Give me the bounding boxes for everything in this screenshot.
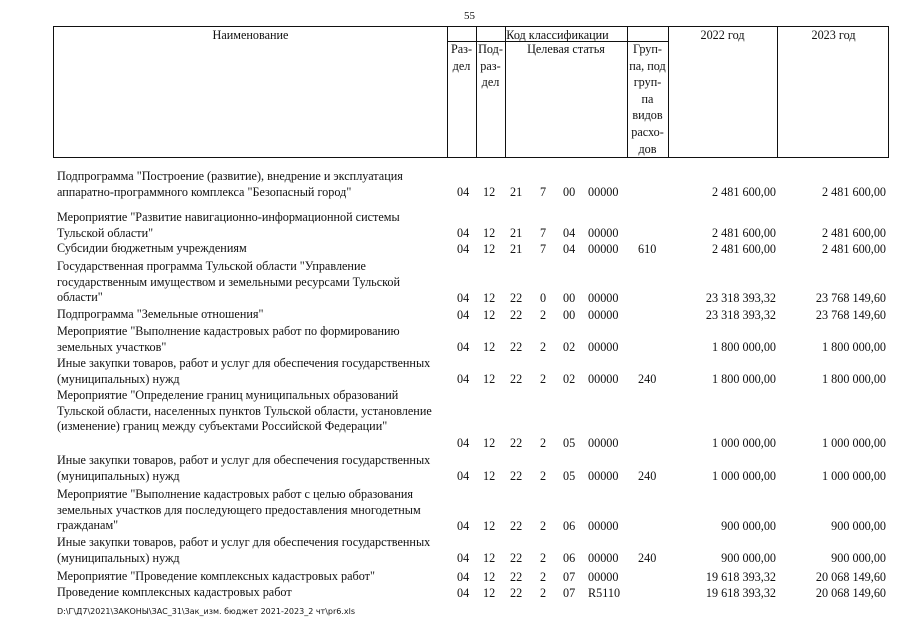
row-c: 00	[563, 308, 576, 322]
row-y2023: 1 000 000,00	[822, 469, 886, 483]
row-a: 22	[510, 340, 523, 354]
row-b: 2	[540, 570, 547, 584]
row-name: Мероприятие "Определение границ муниципальных образований Тульской области, населенных пунктов Тульской области, установление (изменение) границ между субъектами Российской Федерации"	[57, 388, 432, 433]
row-a: 22	[510, 570, 523, 584]
row-name: Субсидии бюджетным учреждениям	[57, 241, 247, 255]
header-group-line: видов	[632, 108, 663, 123]
header-target-line: Целевая статья	[527, 42, 605, 56]
header-subsection-line: раз-	[480, 58, 501, 73]
row-rz: 04	[457, 226, 470, 240]
row-b: 2	[540, 469, 547, 483]
row-d: 00000	[588, 372, 619, 386]
row-pr: 12	[483, 586, 496, 600]
row-y2022: 23 318 393,32	[705, 308, 776, 322]
row-name: Иные закупки товаров, работ и услуг для обеспечения государственных (муниципальных) нужд	[57, 356, 431, 386]
row-y2023: 2 481 600,00	[822, 242, 886, 256]
header-section-line: дел	[452, 58, 471, 73]
header-2023: 2023 год	[811, 28, 856, 42]
row-y2022: 900 000,00	[721, 551, 776, 565]
row-d: 00000	[588, 308, 619, 322]
row-y2022: 1 800 000,00	[712, 340, 776, 354]
row-c: 00	[563, 185, 576, 199]
row-y2022: 900 000,00	[721, 519, 776, 533]
file-path: D:\Г\Д7\2021\ЗАКОНЫ\ЗАС_31\Зак_изм. бюджет 2021-2023_2 чт\pr6.xls	[57, 607, 356, 616]
row-rz: 04	[457, 185, 470, 199]
table-row	[0, 453, 905, 484]
row-pr: 12	[483, 242, 496, 256]
row-rz: 04	[457, 570, 470, 584]
row-y2022: 1 800 000,00	[712, 372, 776, 386]
row-name: Иные закупки товаров, работ и услуг для обеспечения государственных (муниципальных) нужд	[57, 535, 431, 565]
header-subsection	[476, 41, 505, 91]
row-rz: 04	[457, 291, 470, 305]
table-row	[0, 169, 905, 200]
header-2022: 2022 год	[700, 28, 745, 42]
row-c: 07	[563, 586, 576, 600]
header-section-line: Раз-	[450, 42, 473, 56]
row-y2023: 20 068 149,60	[815, 570, 886, 584]
row-name: Мероприятие "Выполнение кадастровых работ по формированию земельных участков"	[57, 324, 400, 354]
row-b: 2	[540, 436, 547, 450]
row-y2023: 900 000,00	[831, 551, 886, 565]
row-name: Подпрограмма "Земельные отношения"	[57, 307, 264, 321]
row-d: 00000	[588, 226, 619, 240]
row-c: 06	[563, 551, 576, 565]
row-c: 05	[563, 469, 576, 483]
row-d: 00000	[588, 469, 619, 483]
row-pr: 12	[483, 551, 496, 565]
row-y2023: 900 000,00	[831, 519, 886, 533]
header-group-line: дов	[638, 141, 657, 156]
header-code: Код классификации	[506, 28, 609, 42]
row-rz: 04	[457, 372, 470, 386]
row-y2023: 1 800 000,00	[822, 340, 886, 354]
row-c: 02	[563, 372, 576, 386]
row-c: 07	[563, 570, 576, 584]
row-b: 7	[540, 226, 547, 240]
table-row	[0, 241, 905, 257]
row-a: 21	[510, 226, 523, 240]
row-y2022: 1 000 000,00	[712, 469, 776, 483]
row-rz: 04	[457, 469, 470, 483]
row-name: Государственная программа Тульской области "Управление государственным имуществом и земельными ресурсами Тульской области"	[57, 259, 401, 304]
header-group-line: расхо-	[631, 124, 664, 139]
row-y2023: 1 000 000,00	[822, 436, 886, 450]
row-b: 7	[540, 185, 547, 199]
row-y2022: 19 618 393,32	[705, 570, 776, 584]
row-b: 0	[540, 291, 547, 305]
row-y2023: 20 068 149,60	[815, 586, 886, 600]
row-b: 2	[540, 308, 547, 322]
row-y2023: 2 481 600,00	[822, 185, 886, 199]
row-d: R5110	[588, 586, 621, 600]
row-c: 00	[563, 291, 576, 305]
table-row	[0, 307, 905, 323]
row-a: 22	[510, 436, 523, 450]
row-c: 05	[563, 436, 576, 450]
row-y2023: 2 481 600,00	[822, 226, 886, 240]
row-name: Иные закупки товаров, работ и услуг для обеспечения государственных (муниципальных) нужд	[57, 453, 431, 483]
table-row	[0, 487, 905, 534]
row-a: 22	[510, 372, 523, 386]
table-row	[0, 585, 905, 601]
page-number: 55	[464, 10, 475, 22]
table-row	[0, 569, 905, 585]
row-a: 22	[510, 469, 523, 483]
row-a: 22	[510, 551, 523, 565]
row-rz: 04	[457, 586, 470, 600]
divider	[668, 27, 669, 157]
row-rz: 04	[457, 436, 470, 450]
row-c: 04	[563, 242, 576, 256]
row-name: Мероприятие "Проведение комплексных кадастровых работ"	[57, 569, 375, 583]
table-row	[0, 356, 905, 387]
row-name: Мероприятие "Развитие навигационно-информационной системы Тульской области"	[57, 210, 400, 240]
row-rz: 04	[457, 308, 470, 322]
row-name: Мероприятие "Выполнение кадастровых работ с целью образования земельных участков для последующего предоставления многодетным гражданам"	[57, 487, 421, 532]
table-row	[0, 210, 905, 241]
header-name: Наименование	[212, 28, 289, 42]
row-rz: 04	[457, 551, 470, 565]
row-a: 22	[510, 519, 523, 533]
row-d: 00000	[588, 519, 619, 533]
table-header	[53, 26, 889, 158]
row-pr: 12	[483, 308, 496, 322]
row-vr: 240	[638, 551, 657, 565]
row-b: 2	[540, 340, 547, 354]
header-target	[505, 41, 627, 58]
row-name: Проведение комплексных кадастровых работ	[57, 585, 292, 599]
row-pr: 12	[483, 340, 496, 354]
row-pr: 12	[483, 372, 496, 386]
header-group-line: па	[641, 91, 654, 106]
row-y2022: 2 481 600,00	[712, 242, 776, 256]
row-vr: 240	[638, 372, 657, 386]
row-a: 22	[510, 586, 523, 600]
row-y2023: 1 800 000,00	[822, 372, 886, 386]
header-subsection-line: дел	[481, 75, 500, 90]
row-pr: 12	[483, 469, 496, 483]
row-vr: 610	[638, 242, 657, 256]
row-d: 00000	[588, 242, 619, 256]
row-a: 21	[510, 242, 523, 256]
row-d: 00000	[588, 570, 619, 584]
header-group-line: груп-	[633, 75, 662, 90]
row-pr: 12	[483, 291, 496, 305]
table-row	[0, 259, 905, 306]
header-group	[627, 41, 668, 157]
row-name: Подпрограмма "Построение (развитие), внедрение и эксплуатация аппаратно-программного комплекса "Безопасный город"	[57, 169, 403, 199]
row-b: 2	[540, 372, 547, 386]
row-d: 00000	[588, 185, 619, 199]
row-y2022: 2 481 600,00	[712, 185, 776, 199]
header-group-line: па, под	[629, 58, 666, 73]
row-y2022: 19 618 393,32	[705, 586, 776, 600]
row-d: 00000	[588, 551, 619, 565]
row-y2023: 23 768 149,60	[815, 291, 886, 305]
row-pr: 12	[483, 519, 496, 533]
row-a: 22	[510, 291, 523, 305]
row-d: 00000	[588, 291, 619, 305]
header-section	[447, 41, 476, 74]
row-d: 00000	[588, 340, 619, 354]
row-b: 2	[540, 586, 547, 600]
row-y2022: 23 318 393,32	[705, 291, 776, 305]
row-a: 22	[510, 308, 523, 322]
row-c: 04	[563, 226, 576, 240]
row-c: 02	[563, 340, 576, 354]
row-pr: 12	[483, 570, 496, 584]
row-d: 00000	[588, 436, 619, 450]
row-a: 21	[510, 185, 523, 199]
table-row	[0, 388, 905, 451]
row-b: 2	[540, 551, 547, 565]
table-row	[0, 535, 905, 566]
header-subsection-line: Под-	[478, 42, 503, 56]
row-pr: 12	[483, 436, 496, 450]
table-row	[0, 324, 905, 355]
row-pr: 12	[483, 185, 496, 199]
row-pr: 12	[483, 226, 496, 240]
row-rz: 04	[457, 519, 470, 533]
row-rz: 04	[457, 242, 470, 256]
row-b: 2	[540, 519, 547, 533]
row-y2022: 1 000 000,00	[712, 436, 776, 450]
header-group-line: Груп-	[633, 42, 662, 56]
row-rz: 04	[457, 340, 470, 354]
divider	[777, 27, 778, 157]
row-y2022: 2 481 600,00	[712, 226, 776, 240]
row-vr: 240	[638, 469, 657, 483]
row-c: 06	[563, 519, 576, 533]
row-b: 7	[540, 242, 547, 256]
row-y2023: 23 768 149,60	[815, 308, 886, 322]
